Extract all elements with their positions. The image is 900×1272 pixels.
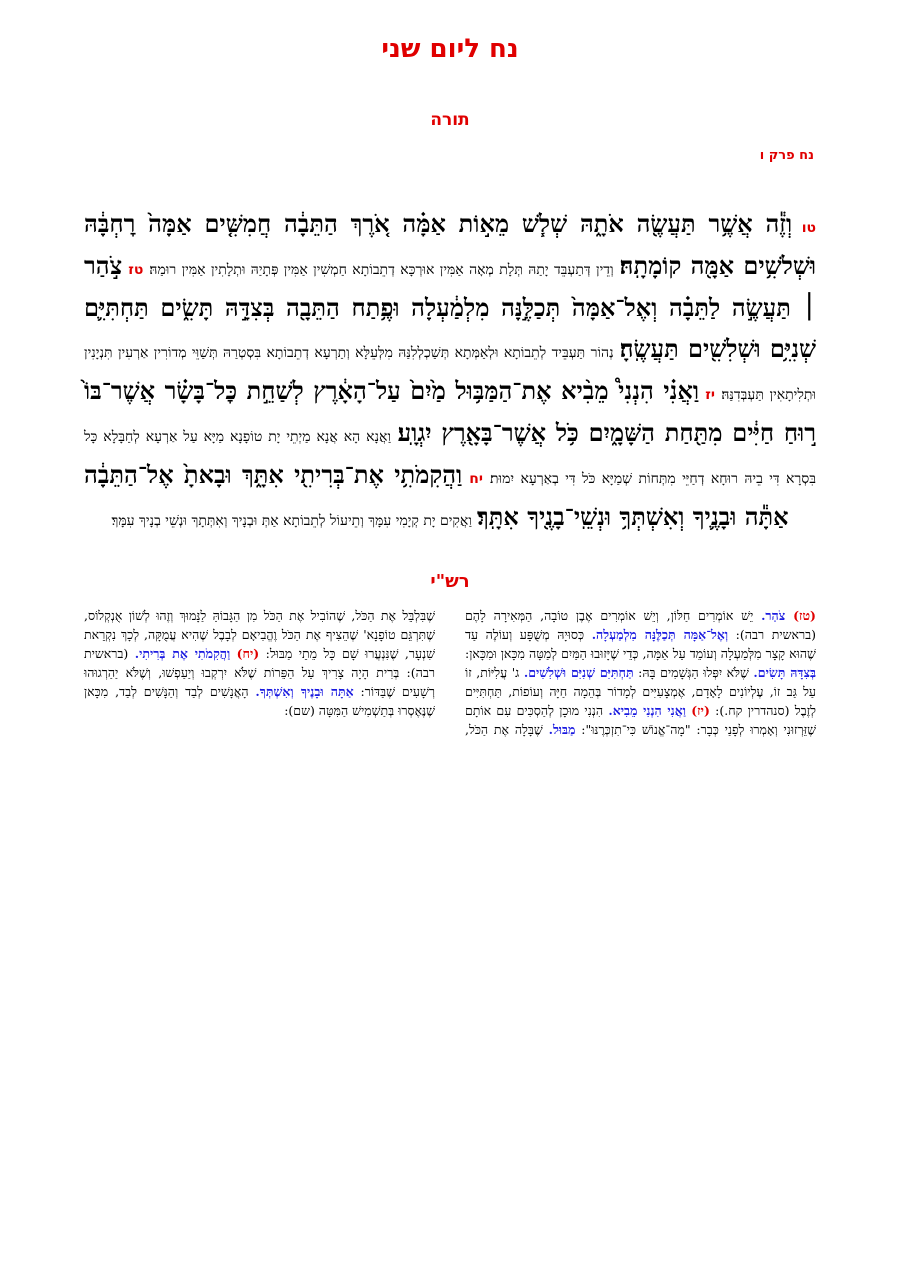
rashi-text: שֶׁלֹּא יִפְּלוּ הַגְּשָׁמִים בָּהּ:: [638, 665, 749, 680]
verse-text: צֹ֣הַר ׀ תַּעֲשֶׂ֣ה לַתֵּבָ֗ה וְאֶל־אַמָּה֙ תְּכַלֶּ֣נָּה מִלְמַ֔עְלָה וּפֶ֥תַח הַתֵּבָ֖ה בְּצִדָּ֣הּ תָּשִׂ֑ים תַּחְתִּיִּ֛ם שְׁנִיִּ֥ם וּשְׁלִשִׁ֖ים תַּעֲשֶֽׂהָ׃: [84, 251, 816, 363]
verse-number: יז: [705, 387, 716, 403]
rashi-verse-number: (יח): [236, 646, 260, 661]
rashi-commentary: [84, 606, 816, 739]
dibur-hamatchil: תַּחְתִּיִּם שְׁנִיִּם וּשְׁלִשִׁים.: [523, 665, 634, 680]
dibur-hamatchil: וַהֲקִמֹתִי אֶת בְּרִיתִי.: [134, 646, 231, 661]
torah-text: [84, 205, 816, 540]
rashi-text: ג' עֲלִיּוֹת, זוֹ עַל גַּב זוֹ, עֶלְיוֹנִים לָאָדָם, אֶמְצָעִיִּים לְמָדוֹר בְּהֵמָה חַיָּה וְעוֹפוֹת, תַּחְתִּיִּים לְזֶבֶל (סנהדרין קח.):: [465, 665, 816, 718]
section-heading: תורה: [430, 110, 470, 130]
rashi-text: כְּסוּיָהּ מְשֻׁפָּע וְעוֹלֶה עַד שֶׁהוּא קָצָר מִלְּמַעְלָה וְעוֹמֵד עַל אַמָּה, כְּדֵי שֶׁיָּזוּבוּ הַמַּיִם לְמַטָּה מִכָּאן וּמִכָּאן:: [465, 627, 816, 661]
rashi-text: שֶׁבָּלָה אֶת הַכֹּל, שֶׁבִּלְבֵּל אֶת הַכֹּל, שֶׁהוֹבִיל אֶת הַכֹּל מִן הַגָּבוֹהַּ לַנָּמוּךְ וְזֶהוּ לְשׁוֹן אֻנְקְלוֹס, שֶׁתִּרְגֵּם טוֹפָנָא' שֶׁהֵצִיף אֶת הַכֹּל וֶהֱבִיאָם לְבָבֶל שֶׁהִיא עֲמֻקָּה, לְכָךְ נִקְרֵאת שִׁנְעָר, שֶׁנִּנְעֲרוּ שָׁם כָּל מֵתֵי מַבּוּל:: [84, 608, 543, 737]
dibur-hamatchil: וַאֲנִי הִנְנִי מֵבִיא.: [608, 703, 686, 718]
dibur-hamatchil: צֹהַר.: [761, 608, 786, 623]
page-title: נח ליום שני: [381, 34, 519, 64]
targum-text: וַאֲנָא הָא אֲנָא מַיְתֵי יָת טוֹפָנָא מַיָּא עַל אַרְעָא לְחַבָּלָא כָּל בִּסְרָא דִּי בֵיהּ רוּחָא דְחַיֵּי מִתְּחוֹת שְׁמַיָּא כֹּל דִּי בְאַרְעָא יִמוּת׃: [84, 429, 817, 487]
rashi-text: יֵשׁ אוֹמְרִים חַלּוֹן, וְיֵשׁ אוֹמְרִים אֶבֶן טוֹבָה, הַמְּאִירָה לָהֶם (בראשית רבה):: [465, 608, 816, 642]
chapter-label: נח פרק ו: [759, 148, 814, 163]
rashi-text: (בראשית רבה): בְּרִית הָיָה צָרִיךְ עַל הַפֵּרוֹת שֶׁלֹּא יִרְקְבוּ וְיַעַפְשׁוּ, וְשֶׁלֹּא יַהַרְגוּהוּ רְשָׁעִים שֶׁבַּדּוֹר:: [84, 646, 435, 699]
verse-text: וַאֲנִ֗י הִנְנִי֩ מֵבִ֨יא אֶת־הַמַּבּ֥וּל מַ֙יִם֙ עַל־הָאָ֔רֶץ לְשַׁחֵ֣ת כׇּל־בָּשָׂ֗ר אֲשֶׁר־בּוֹ֙ ר֣וּחַ חַיִּ֔ים מִתַּ֖חַת הַשָּׁמָ֑יִם כֹּ֥ל אֲשֶׁר־בָּאָ֖רֶץ יִגְוָֽע׃: [84, 376, 816, 447]
rashi-verse-number: (טז): [793, 608, 816, 623]
dibur-hamatchil: בְּצִדָּהּ תָּשִׂים.: [753, 665, 817, 680]
verse-number: יח: [469, 471, 483, 487]
verse-number: טו: [801, 220, 817, 236]
verse-text: וְזֶ֕ה אֲשֶׁ֥ר תַּעֲשֶׂ֖ה אֹתָ֑הּ שְׁלֹ֧שׁ מֵא֣וֹת אַמָּ֗ה אֹ֚רֶךְ הַתֵּבָ֔ה חֲמִשִּׁ֤ים אַמָּה֙ רׇחְבָּ֔הּ וּשְׁלֹשִׁ֥ים אַמָּ֖ה קוֹמָתָֽהּ׃: [84, 209, 816, 280]
dibur-hamatchil: אַתָּה וּבָנֶיךָ וְאִשְׁתְּךָ.: [255, 684, 354, 699]
dibur-hamatchil: מַבּוּל.: [548, 722, 576, 737]
verse-text: וַהֲקִמֹתִ֥י אֶת־בְּרִיתִ֖י אִתָּ֑ךְ וּבָאתָ֙ אֶל־הַתֵּבָ֔ה אַתָּ֕ה וּבָנֶ֛יךָ וְאִשְׁתְּךָ֥ וּנְשֵֽׁי־בָנֶ֖יךָ אִתָּֽךְ׃: [84, 460, 789, 531]
rashi-verse-number: (יז): [691, 703, 710, 718]
rashi-entry: [638, 665, 816, 680]
rashi-heading: רש"י: [430, 571, 470, 592]
rashi-text: הָאֲנָשִׁים לְבַד וְהַנָּשִׁים לְבַד, מִכָּאן שֶׁנֶּאֶסְרוּ בְּתַשְׁמִישׁ הַמִּטָּה (שם):: [84, 684, 435, 718]
verse-number: טז: [128, 262, 144, 278]
verse-15: [84, 209, 817, 280]
targum-text: נְהוֹר תַּעְבֵּיד לְתֵבוֹתָא וּלְאַמְּתָא תְּשַׁכְלְלִנַּהּ מִלְּעֵלָּא וְתַרְעָא דְתֵבוֹתָא בִּסְטְרַהּ תְּשַׁוֵּי מְדוֹרִין אַרְעִין תִּנְיָנִין וּתְלִיתָאִין תַּעְבְּדִנַּהּ׃: [84, 345, 817, 403]
dibur-hamatchil: וְאֶל־אַמָּה תְּכַלֶּנָּה מִלְמַעְלָה.: [591, 627, 729, 642]
targum-text: וַאֲקִים יָת קְיָמִי עִמָּךְ וְתֵיעוֹל לְתֵבוֹתָא אַתְּ וּבְנָיךְ וְאִתְּתָךְ וּנְשֵׁי בְנָיךְ עִמָּךְ׃: [111, 513, 472, 529]
targum-text: וְדֵין דְּתַעְבֵּד יָתַהּ תְּלָת מְאָה אַמִּין אוּרְכָּא דְתֵבוֹתָא חַמְשִׁין אַמִּין פְּתָיַהּ וּתְלָתִין אַמִּין רוּמַהּ׃: [149, 262, 614, 278]
rashi-text: הִנְנִי מוּכָן לְהַסְכִּים עִם אוֹתָם שֶׁזֵּרְזוּנִי וְאָמְרוּ לְפָנַי כְּבָר: "מָה־אֱנוֹשׁ כִּי־תִזְכְּרֶנּוּ":: [465, 703, 816, 737]
